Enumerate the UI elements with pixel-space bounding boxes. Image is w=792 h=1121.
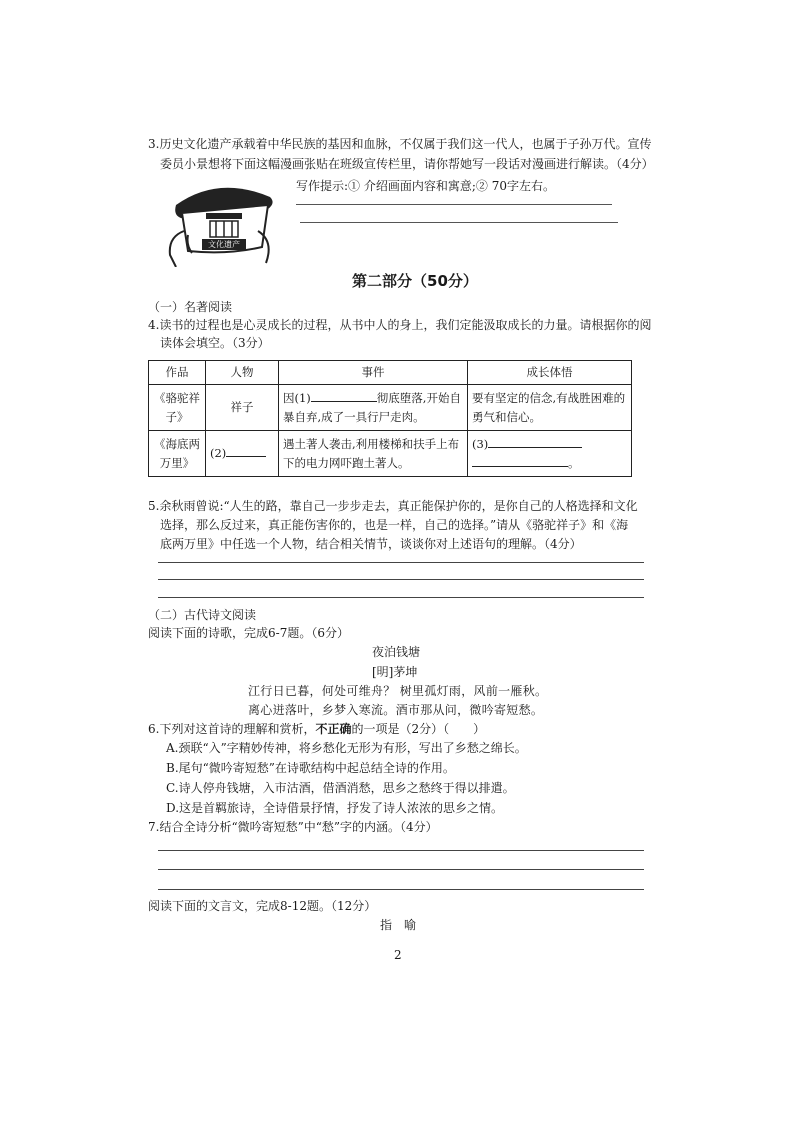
table-cell-work: 《海底两万里》 (149, 431, 206, 477)
cartoon-hand (170, 231, 192, 267)
q6-option-d: D.这是首羁旅诗，全诗借景抒情，抒发了诗人浓浓的思乡之情。 (166, 801, 504, 815)
table-header-cell: 作品 (149, 361, 206, 385)
q5-answer-line-2[interactable] (158, 579, 644, 580)
q4-line1: 4.读书的过程也是心灵成长的过程，从书中人的身上，我们定能汲取成长的力量。请根据你的阅 (148, 318, 652, 332)
blank-1[interactable] (311, 389, 377, 402)
table-header-cell: 事件 (279, 361, 468, 385)
q3-line2: 委员小景想将下面这幅漫画张贴在班级宣传栏里，请你帮她写一段话对漫画进行解读。（4分） (160, 157, 654, 171)
table-cell-person (206, 431, 279, 477)
q6-option-b: B.尾句“微吟寄短愁”在诗歌结构中起总结全诗的作用。 (166, 761, 455, 775)
q6-option-c: C.诗人停舟钱塘，入市沽酒，借酒消愁，思乡之愁终于得以排遣。 (166, 781, 515, 795)
q7-answer-line-1[interactable] (158, 850, 644, 851)
table-cell-event (279, 385, 468, 431)
poem-title: 夜泊钱塘 (372, 645, 421, 659)
table-header-cell: 成长体悟 (468, 361, 632, 385)
q5-line3: 底两万里》中任选一个人物，结合相关情节，谈谈你对上述语句的理解。（4分） (160, 537, 582, 551)
person-prefix: (2) (210, 446, 227, 460)
section2-title: （二）古代诗文阅读 (148, 608, 257, 622)
growth-suffix: 。 (568, 455, 580, 470)
q6-stem-post: 的一项是（2分）（ ） (351, 722, 486, 736)
q6-stem (148, 719, 485, 739)
table-row (149, 431, 632, 477)
blank-3a[interactable] (488, 435, 582, 448)
poem-line2: 离心迸落叶，乡梦入寒流。酒市那从问，微吟寄短愁。 (248, 703, 544, 717)
table-header-cell: 人物 (206, 361, 279, 385)
page-number: 2 (394, 948, 402, 962)
q6-stem-bold: 不正确 (315, 722, 352, 736)
q5-line1: 5.余秋雨曾说:“人生的路，靠自己一步步走去，真正能保护你的，是你自己的人格选择和文化 (148, 499, 638, 513)
event-prefix: 因(1) (283, 390, 311, 405)
table-cell-person: 祥子 (206, 385, 279, 431)
q6-option-a: A.颈联“入”字精妙传神，将乡愁化无形为有形，写出了乡愁之绵长。 (166, 741, 527, 755)
table-row (149, 385, 632, 431)
table-cell-work: 《骆驼祥子》 (149, 385, 206, 431)
poem-author: [明]茅坤 (372, 665, 418, 679)
event-suffix: 彻底堕落,开始自暴自弃,成了一具行尸走肉。 (283, 390, 461, 424)
part2-title: 第二部分（50分） (352, 272, 478, 290)
section1-title: （一）名著阅读 (148, 300, 233, 314)
q4-table (148, 360, 632, 477)
q3-answer-line-1[interactable] (296, 204, 612, 205)
q5-line2: 选择，那么反过来，真正能伤害你的，也是一样，自己的选择。”请从《骆驼祥子》和《海 (160, 518, 629, 532)
q6-stem-pre: 6.下列对这首诗的理解和赏析， (148, 722, 316, 736)
q3-line1: 3.历史文化遗产承载着中华民族的基因和血脉，不仅属于我们这一代人，也属于子孙万代。宣传 (148, 137, 652, 151)
poem-line1: 江行日已暮，何处可维舟？ 树里孤灯雨，风前一雁秋。 (248, 684, 548, 698)
table-cell-growth (468, 431, 632, 477)
table-header-row (149, 361, 632, 385)
blank-3b[interactable] (472, 454, 568, 467)
q4-line2: 读体会填空。（3分） (160, 336, 270, 350)
growth-prefix: (3) (472, 436, 489, 451)
q3-hint: 写作提示:① 介绍画面内容和寓意;② 70字左右。 (296, 179, 555, 193)
table-cell-event: 遇土著人袭击,利用楼梯和扶手上布下的电力网吓跑土著人。 (279, 431, 468, 477)
cartoon-image (158, 175, 282, 267)
blank-2[interactable] (226, 444, 266, 457)
cartoon-roof (206, 213, 242, 219)
wyw-intro: 阅读下面的文言文，完成8-12题。（12分） (148, 899, 377, 913)
q5-answer-line-1[interactable] (158, 562, 644, 563)
q7-answer-line-2[interactable] (158, 869, 644, 870)
poem-intro: 阅读下面的诗歌，完成6-7题。（6分） (148, 626, 349, 640)
q5-answer-line-3[interactable] (158, 597, 644, 598)
q7-answer-line-3[interactable] (158, 889, 644, 890)
table-cell-growth: 要有坚定的信念,有战胜困难的勇气和信心。 (468, 385, 632, 431)
q3-answer-line-2[interactable] (300, 222, 618, 223)
cartoon-drawing (158, 175, 282, 267)
cartoon-label: 文化遗产 (208, 240, 240, 249)
q7-stem: 7.结合全诗分析“微吟寄短愁”中“愁”字的内涵。（4分） (148, 820, 438, 834)
wyw-title: 指 喻 (380, 918, 417, 932)
